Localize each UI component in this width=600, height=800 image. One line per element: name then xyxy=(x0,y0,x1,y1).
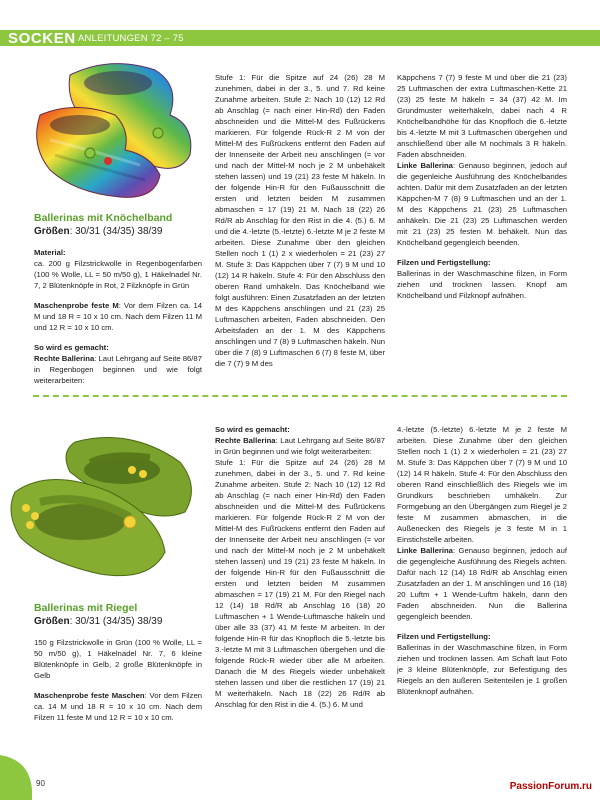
rechte-paragraph xyxy=(215,435,385,457)
maschenprobe-text: : Vor dem Filzen ca. 14 M und 18 R = 10 x 10 cm. Nach dem Filzen 11 feste M und 12 R = 10 x 10 cm. xyxy=(34,691,202,722)
maschenprobe-heading: Maschenprobe feste M xyxy=(34,301,119,310)
linke-heading: Linke Ballerina xyxy=(397,161,453,170)
linke-paragraph xyxy=(397,545,567,622)
section1-right-column xyxy=(397,72,567,301)
watermark: PassionForum.ru xyxy=(509,781,592,792)
header-subtitle: ANLEITUNGEN 72 – 75 xyxy=(78,33,184,44)
section1-middle-column xyxy=(215,72,385,369)
page-number: 90 xyxy=(36,779,45,788)
maschenprobe-heading: Maschenprobe feste Maschen xyxy=(34,691,145,700)
linke-heading: Linke Ballerina xyxy=(397,546,453,555)
section2-left-column xyxy=(34,602,202,723)
material-text: 150 g Filzstrickwolle in Grün (100 % Wolle, LL = 50 m/50 g), 1 Häkelnadel Nr. 7, 6 kleine Blütenknöpfe in Gelb, 2 große Blütenknöpfe in Gelb xyxy=(34,638,202,680)
maschenprobe-paragraph xyxy=(34,690,202,723)
section2-sizes xyxy=(34,615,202,628)
rechte-label: Rechte Ballerina xyxy=(215,436,276,445)
rainbow-slippers-photo xyxy=(30,55,202,205)
section2-col3-text: 4.-letzte (5.-letzte) 6.-letzte M je 2 feste M arbeiten. Diese Zunahme über den gleichen Stellen noch 1 (1) 2 x wiederholen = 21 (23) 27 M. Stufe 3: Das Käppchen über 7 (7) 9 M und 10 (12) 14 R häkeln. Stufe 4: Für den Abschluss den oberen Rand einschließlich des Riegels wie im Grundkurs beschrieben umhäkeln. Zur Formgebung an den Übergängen zum Riegel je 2 feste M zusammen abmaschen, in die Außenecken des Riegels je 3 feste M in 1 Einstichstelle arbeiten. xyxy=(397,425,567,544)
section2-middle-column xyxy=(215,424,385,710)
filzen-text: Ballerinas in der Waschmaschine filzen, in Form ziehen und trocknen lassen. Knopf am Knöchelband und Filzknopf aufnähen. xyxy=(397,269,567,300)
sizes-label: Größen xyxy=(34,616,70,627)
filzen-heading: Filzen und Fertigstellung: xyxy=(397,258,491,267)
sizes-value: : 30/31 (34/35) 38/39 xyxy=(69,226,163,237)
maschenprobe-text: : Vor dem Filzen ca. 14 M und 18 R = 10 x 10 cm. Nach dem Filzen 11 M und 12 R = 10 x 10 cm. xyxy=(34,301,202,332)
linke-text: : Genauso beginnen, jedoch auf die gegenleiche Ausführung des Knöchelbandes achten. Dafür mit dem Zusatzfaden an der letzten Käppchen-M 7 (8) 9 Luftmaschen und an der 1. M des Käppchens 21 (23) 25 Luftmaschen anhäkeln. Die 21 (23) 25 Luftmaschen werden mit 21 (23) 25 festen M behäkelt. Nun das Knöchelband gegengleich beenden. xyxy=(397,161,567,247)
maschenprobe-paragraph xyxy=(34,300,202,333)
material-text: ca. 200 g Filzstrickwolle in Regenbogenfarben (100 % Wolle, LL = 50 m/50 g), 1 Häkelnadel Nr. 7, 2 Blütenknöpfe in Rot, 2 Filzknöpfe in Grün xyxy=(34,259,202,290)
linke-text: : Genauso beginnen, jedoch auf die gegengleiche Ausführung des Riegels achten. Dafür nach 12 (14) 18 Rd/R ab Anschlag einen Zusatzfaden an der 1. M anschlingen und 16 (18) 20 Luftm + 1 Wende-Luftm häkeln, dann den Faden abschneiden. Nun die Ballerina gegengleich beenden. xyxy=(397,546,567,621)
section1-sizes xyxy=(34,225,202,238)
section1-col3-text: Käppchens 7 (7) 9 feste M und über die 21 (23) 25 Luftmaschen der extra Luftmaschen-Kette 21 (23) 25 feste M häkeln = 34 (37) 42 M. Im Grundmuster weiterhäkeln, dabei nach 4 R Knöchelbandhöhe für das Knopfloch die 6.-letzte bis 4.-letzte M mit 3 Luftmaschen übergehen und anschließend über alle M nochmals 3 R häkeln. Faden abschneiden. xyxy=(397,73,567,159)
sizes-value: : 30/31 (34/35) 38/39 xyxy=(69,616,163,627)
rechte-label: Rechte Ballerina xyxy=(34,354,95,363)
section2-right-column xyxy=(397,424,567,697)
material-heading: Material: xyxy=(34,248,66,257)
page-header xyxy=(0,0,600,46)
section1-left-column xyxy=(34,212,202,386)
section2-title: Ballerinas mit Riegel xyxy=(34,602,138,614)
header-title: SOCKEN xyxy=(8,30,76,47)
filzen-heading: Filzen und Fertigstellung: xyxy=(397,632,491,641)
rechte-text: : Laut Lehrgang auf Seite 86/87 in Grün beginnen und wie folgt weiterarbeiten: xyxy=(215,436,385,456)
leaf-decoration xyxy=(0,745,34,800)
rechte-text: : Laut Lehrgang auf Seite 86/87 in Regenbogen beginnen und wie folgt weiterarbeiten: xyxy=(34,354,202,385)
section1-instructions: Stufe 1: Für die Spitze auf 24 (26) 28 M zunehmen, dabei in der 3., 5. und 7. Rd keine Zunahme arbeiten. Stufe 2: Nach 10 (12) 12 Rd ab Anschlag (= nach einer Hin-Rd) den Faden abschneiden und die Mittel-M des Fußrückens markieren. Für folgende Rück-R 2 M von der Mittel-M des Fußrückens entfernt den Faden auf der Innenseite der Arbeit neu anschlingen (= vor und nach der Mittel-M noch je 2 M unbehäkelt stehen lassen) und 19 (21) 23 feste M häkeln. In der folgende Hin-R für den Fußausschnitt die ersten und letzten beiden M zusammen abmaschen = 17 (19) 21 M. Nach 18 (22) 26 Rd/R ab Anschlag für den Rist in die 4. (5.) 6. M und die 4.-letzte (5.-letzte) 6.-letzte M je 2 feste M arbeiten. Diese Zunahme über den gleichen Stellen noch 1 (1) 2 x wiederholen = 21 (23) 27 M. Stufe 3: Das Käppchen über 7 (7) 9 M und 10 (12) 14 R häkeln. Stufe 4: Für den Abschluss den oberen Rand umhäkeln. Das Knöchelband wie folgt ausführen: Einen Zusatzfaden an der letzten M des Käppchens anschlingen und 21 (23) 25 Luftmaschen arbeiten, Faden abschneiden. Den Arbeitsfaden an der 1. M des Käppchens anschlingen und 7 (8) 9 Luftmaschen häkeln. Nun über die 7 (8) 9 Luftmaschen 6 (7) 8 feste M, über die 7 (7) 9 M des xyxy=(215,73,385,368)
sizes-label: Größen xyxy=(34,226,70,237)
so-wird-heading: So wird es gemacht: xyxy=(215,425,290,434)
so-wird-heading: So wird es gemacht: xyxy=(34,343,109,352)
linke-paragraph xyxy=(397,160,567,248)
section-divider xyxy=(33,395,567,397)
green-slippers-photo xyxy=(0,422,205,592)
section2-instructions: Stufe 1: Für die Spitze auf 24 (26) 28 M zunehmen, dabei in der 3., 5. und 7. Rd keine Zunahme arbeiten. Stufe 2: Nach 10 (12) 12 Rd ab Anschlag (= nach einer Hin-Rd) den Faden abschneiden und die Mittel-M des Fußrückens markieren. Für folgende Rück-R 2 M von der Mittel-M des Fußrückens entfernt den Faden auf der Innenseite der Arbeit neu anschlingen (= vor und nach der Mittel-M noch je 2 M unbehäkelt stehen lassen) und 19 (21) 23 feste M häkeln. In der folgende Hin-R für den Fußausschnitt die ersten und letzten beiden M zusammen abmaschen = 17 (19) 21 M. Für den Riegel nach 12 (14) 18 Rd/R ab Anschlag 16 (18) 20 Luftmaschen + 1 Wende-Luftmasche häkeln und über alle 33 (37) 41 M feste M arbeiten. In der folgende Hin-R für das Knopfloch die 5.-letzte bis 3.-letzte M mit 3 Luftmaschen übergehen und die folgende Rück-R wieder über alle M arbeiten. Danach die M des Riegels wieder unbehäkelt stehen lassen und über die restlichen 17 (19) 21 M weiterhäkeln. Nach 18 (22) 26 Rd/R ab Anschlag für den Rist in die 4. (5.) 6. M und xyxy=(215,458,385,709)
section1-title: Ballerinas mit Knöchelband xyxy=(34,212,173,224)
rechte-paragraph xyxy=(34,353,202,386)
filzen-text: Ballerinas in der Waschmaschine filzen, in Form ziehen und trocknen lassen. Am Schaft laut Foto je 3 kleine Blütenknöpfe, zur Befestigung des Riegels an den äußeren Seitenteilen je 1 großen Blütenknopf aufnähen. xyxy=(397,643,567,696)
